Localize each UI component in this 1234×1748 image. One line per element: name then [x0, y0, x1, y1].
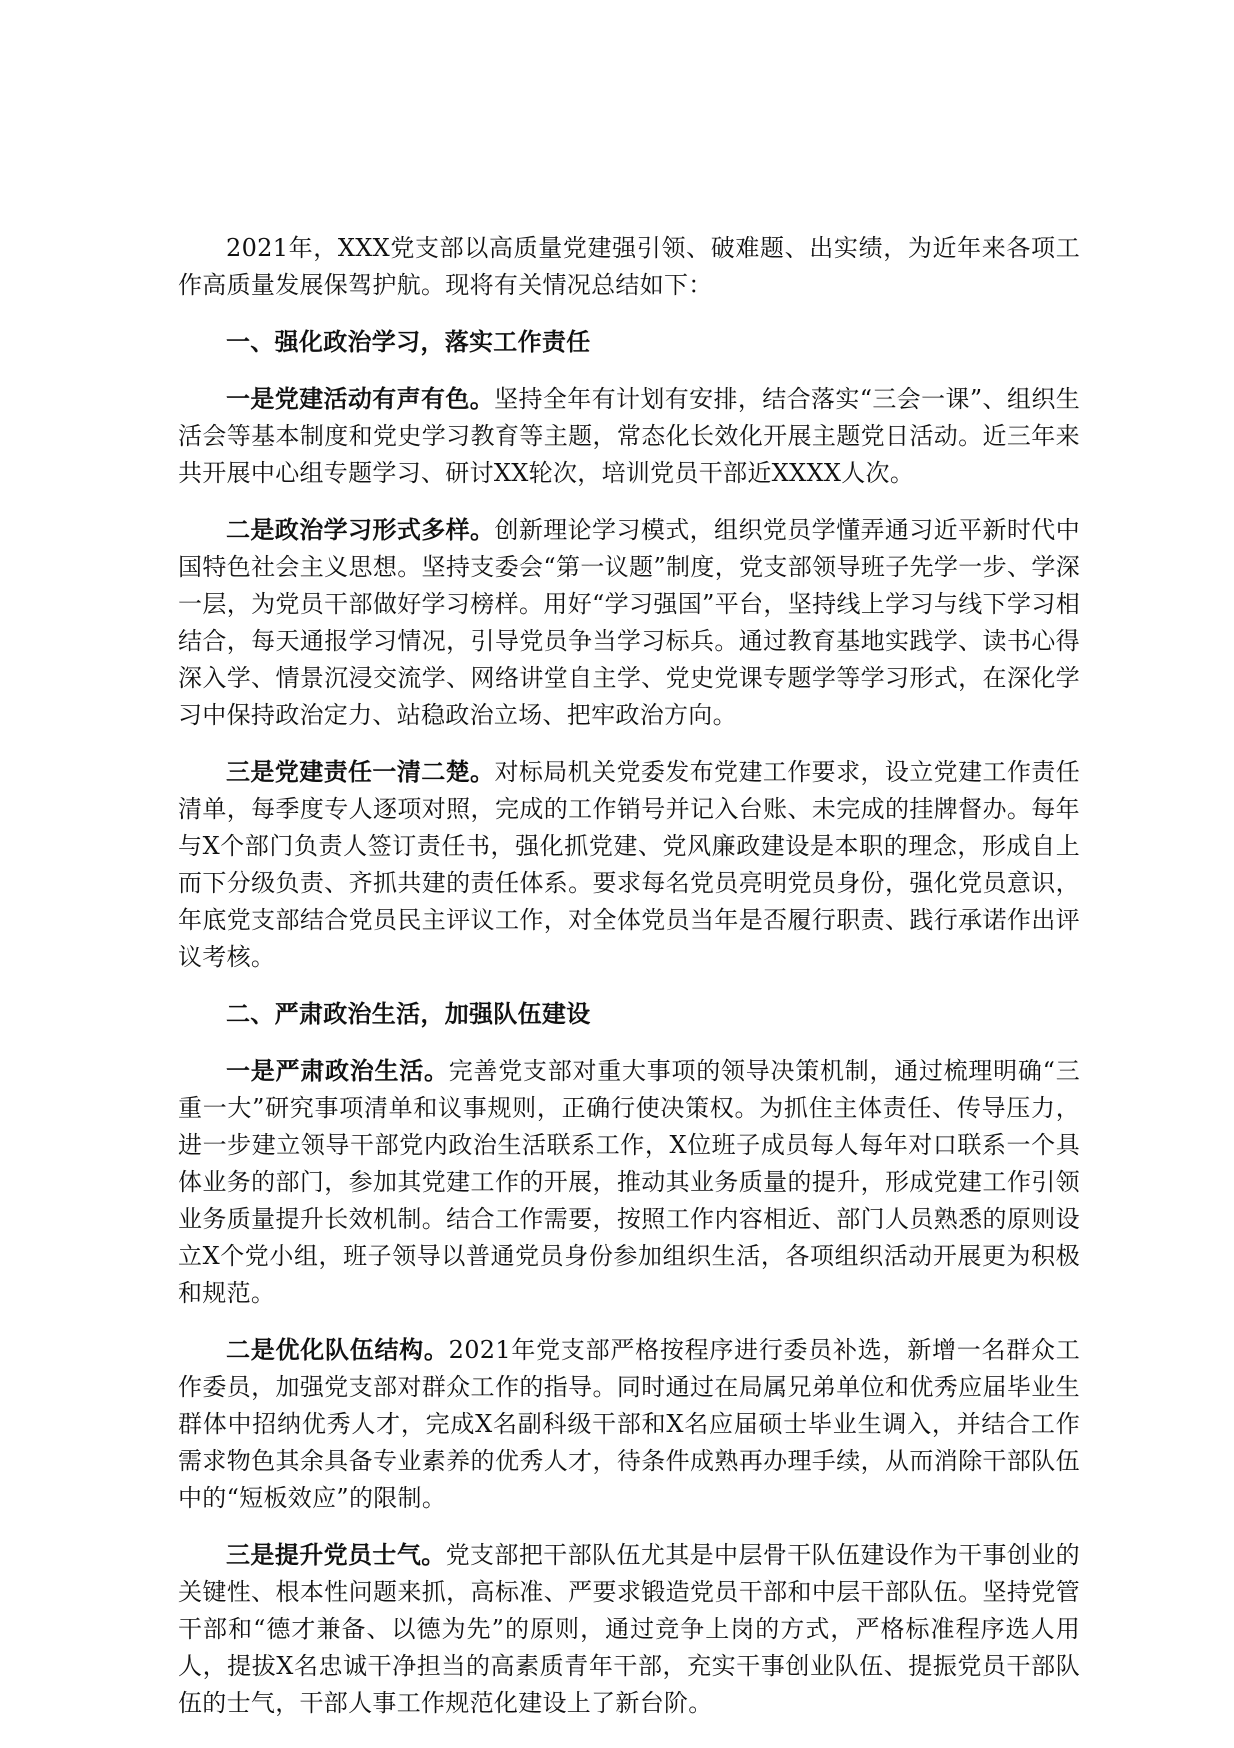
section-1-paragraph-2	[178, 511, 1080, 734]
paragraph-lead: 三是提升党员士气。	[226, 1540, 446, 1569]
section-2-heading: 二、严肃政治生活，加强队伍建设	[226, 999, 591, 1028]
paragraph-lead: 一是严肃政治生活。	[226, 1056, 449, 1085]
paragraph-lead: 二是政治学习形式多样。	[226, 515, 495, 544]
paragraph-text: 对标局机关党委发布党建工作要求，设立党建工作责任清单，每季度专人逐项对照，完成的工作销号并记入台账、未完成的挂牌督办。每年与X个部门负责人签订责任书，强化抓党建、党风廉政建设是本职的理念，形成自上而下分级负责、齐抓共建的责任体系。要求每名党员亮明党员身份，强化党员意识，年底党支部结合党员民主评议工作，对全体党员当年是否履行职责、践行承诺作出评议考核。	[178, 758, 1080, 971]
section-2-paragraph-1	[178, 1052, 1080, 1312]
paragraph-text: 党支部把干部队伍尤其是中层骨干队伍建设作为干事创业的关键性、根本性问题来抓，高标准、严要求锻造党员干部和中层干部队伍。坚持党管干部和“德才兼备、以德为先”的原则，通过竞争上岗的方式，严格标准程序选人用人，提拔X名忠诚干净担当的高素质青年干部，充实干事创业队伍、提振党员干部队伍的士气，干部人事工作规范化建设上了新台阶。	[178, 1541, 1080, 1717]
paragraph-lead: 二是优化队伍结构。	[226, 1335, 449, 1364]
intro-paragraph: 2021年，XXX党支部以高质量党建强引领、破难题、出实绩，为近年来各项工作高质量发展保驾护航。现将有关情况总结如下：	[178, 234, 1080, 299]
document-body	[178, 230, 1080, 1741]
paragraph-text: 完善党支部对重大事项的领导决策机制，通过梳理明确“三重一大”研究事项清单和议事规则，正确行使决策权。为抓住主体责任、传导压力，进一步建立领导干部党内政治生活联系工作，X位班子成员每人每年对口联系一个具体业务的部门，参加其党建工作的开展，推动其业务质量的提升，形成党建工作引领业务质量提升长效机制。结合工作需要，按照工作内容相近、部门人员熟悉的原则设立X个党小组，班子领导以普通党员身份参加组织生活，各项组织活动开展更为积极和规范。	[178, 1057, 1080, 1307]
section-1-heading: 一、强化政治学习，落实工作责任	[226, 327, 591, 356]
paragraph-text: 创新理论学习模式，组织党员学懂弄通习近平新时代中国特色社会主义思想。坚持支委会“第一议题”制度，党支部领导班子先学一步、学深一层，为党员干部做好学习榜样。用好“学习强国”平台，坚持线上学习与线下学习相结合，每天通报学习情况，引导党员争当学习标兵。通过教育基地实践学、读书心得深入学、情景沉浸交流学、网络讲堂自主学、党史党课专题学等学习形式，在深化学习中保持政治定力、站稳政治立场、把牢政治方向。	[178, 516, 1080, 729]
paragraph-lead: 一是党建活动有声有色。	[226, 384, 495, 413]
section-1-paragraph-1	[178, 380, 1080, 492]
paragraph-text: 2021年党支部严格按程序进行委员补选，新增一名群众工作委员，加强党支部对群众工作的指导。同时通过在局属兄弟单位和优秀应届毕业生群体中招纳优秀人才，完成X名副科级干部和X名应届硕士毕业生调入，并结合工作需求物色其余具备专业素养的优秀人才，待条件成熟再办理手续，从而消除干部队伍中的“短板效应”的限制。	[178, 1336, 1080, 1512]
paragraph-lead: 三是党建责任一清二楚。	[226, 757, 495, 786]
section-2-paragraph-2	[178, 1331, 1080, 1517]
paragraph-text: 坚持全年有计划有安排，结合落实“三会一课”、组织生活会等基本制度和党史学习教育等主题，常态化长效化开展主题党日活动。近三年来共开展中心组专题学习、研讨XX轮次，培训党员干部近XXXX人次。	[178, 385, 1080, 487]
section-1-paragraph-3	[178, 753, 1080, 976]
section-2-paragraph-3	[178, 1536, 1080, 1722]
